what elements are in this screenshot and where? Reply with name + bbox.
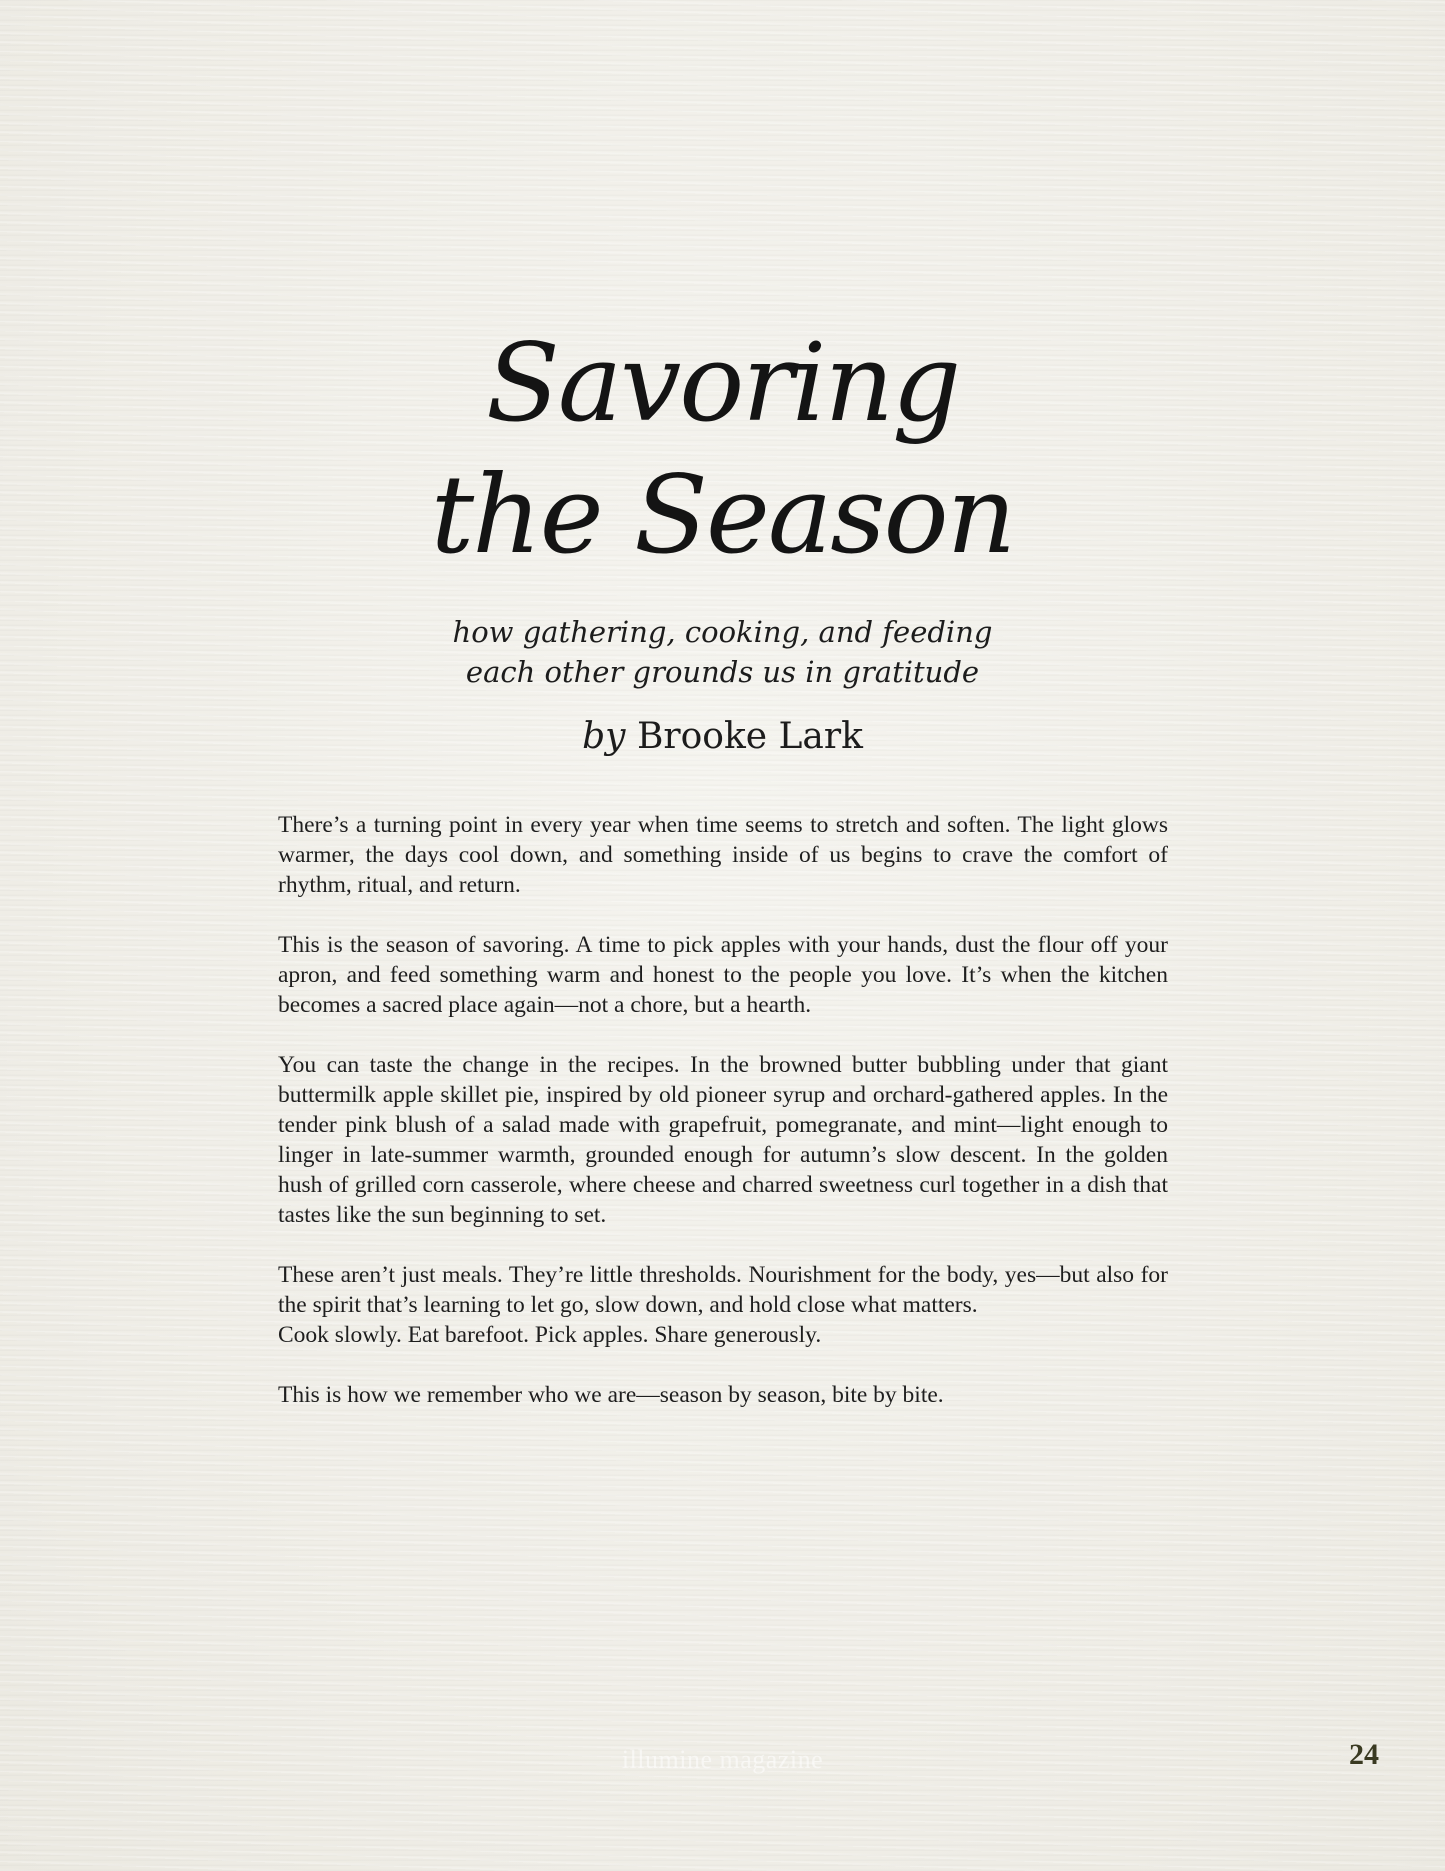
article-subtitle — [0, 612, 1445, 692]
subtitle-line-1: how gathering, cooking, and feeding — [452, 615, 993, 649]
footer-brand-watermark: illumine magazine — [621, 1745, 824, 1774]
subtitle-line-2: each other grounds us in gratitude — [465, 655, 980, 689]
article-body — [278, 810, 1168, 1440]
byline — [0, 712, 1445, 762]
byline-prefix: by — [582, 716, 626, 757]
author-name: Brooke Lark — [636, 716, 863, 757]
paragraph: There’s a turning point in every year when time seems to stretch and soften. The light glows warmer, the days cool down, and something inside of us begins to crave the comfort of rhythm, ritual, and return. — [278, 812, 1168, 898]
title-line-1: Savoring — [485, 321, 960, 446]
article-title — [0, 318, 1445, 582]
paragraph: Cook slowly. Eat barefoot. Pick apples. Share generously. — [278, 1322, 822, 1348]
paragraph: These aren’t just meals. They’re little thresholds. Nourishment for the body, yes—but also for the spirit that’s learning to let go, slow down, and hold close what matters. — [278, 1262, 1168, 1318]
paragraph: You can taste the change in the recipes. In the browned butter bubbling under that giant buttermilk apple skillet pie, inspired by old pioneer syrup and orchard-gathered apples. In the tender pink blush of a salad made with grapefruit, pomegranate, and mint—light enough to linger in late-summer warmth, grounded enough for autumn’s slow descent. In the golden hush of grilled corn casserole, where cheese and charred sweetness curl together in a dish that tastes like the sun beginning to set. — [278, 1052, 1168, 1228]
paragraph: This is how we remember who we are—season by season, bite by bite. — [278, 1382, 944, 1408]
title-line-2: the Season — [430, 453, 1015, 578]
page-number: 24 — [1349, 1738, 1379, 1771]
paragraph: This is the season of savoring. A time to pick apples with your hands, dust the flour off your apron, and feed something warm and honest to the people you love. It’s when the kitchen becomes a sacred place again—not a chore, but a hearth. — [278, 932, 1168, 1018]
